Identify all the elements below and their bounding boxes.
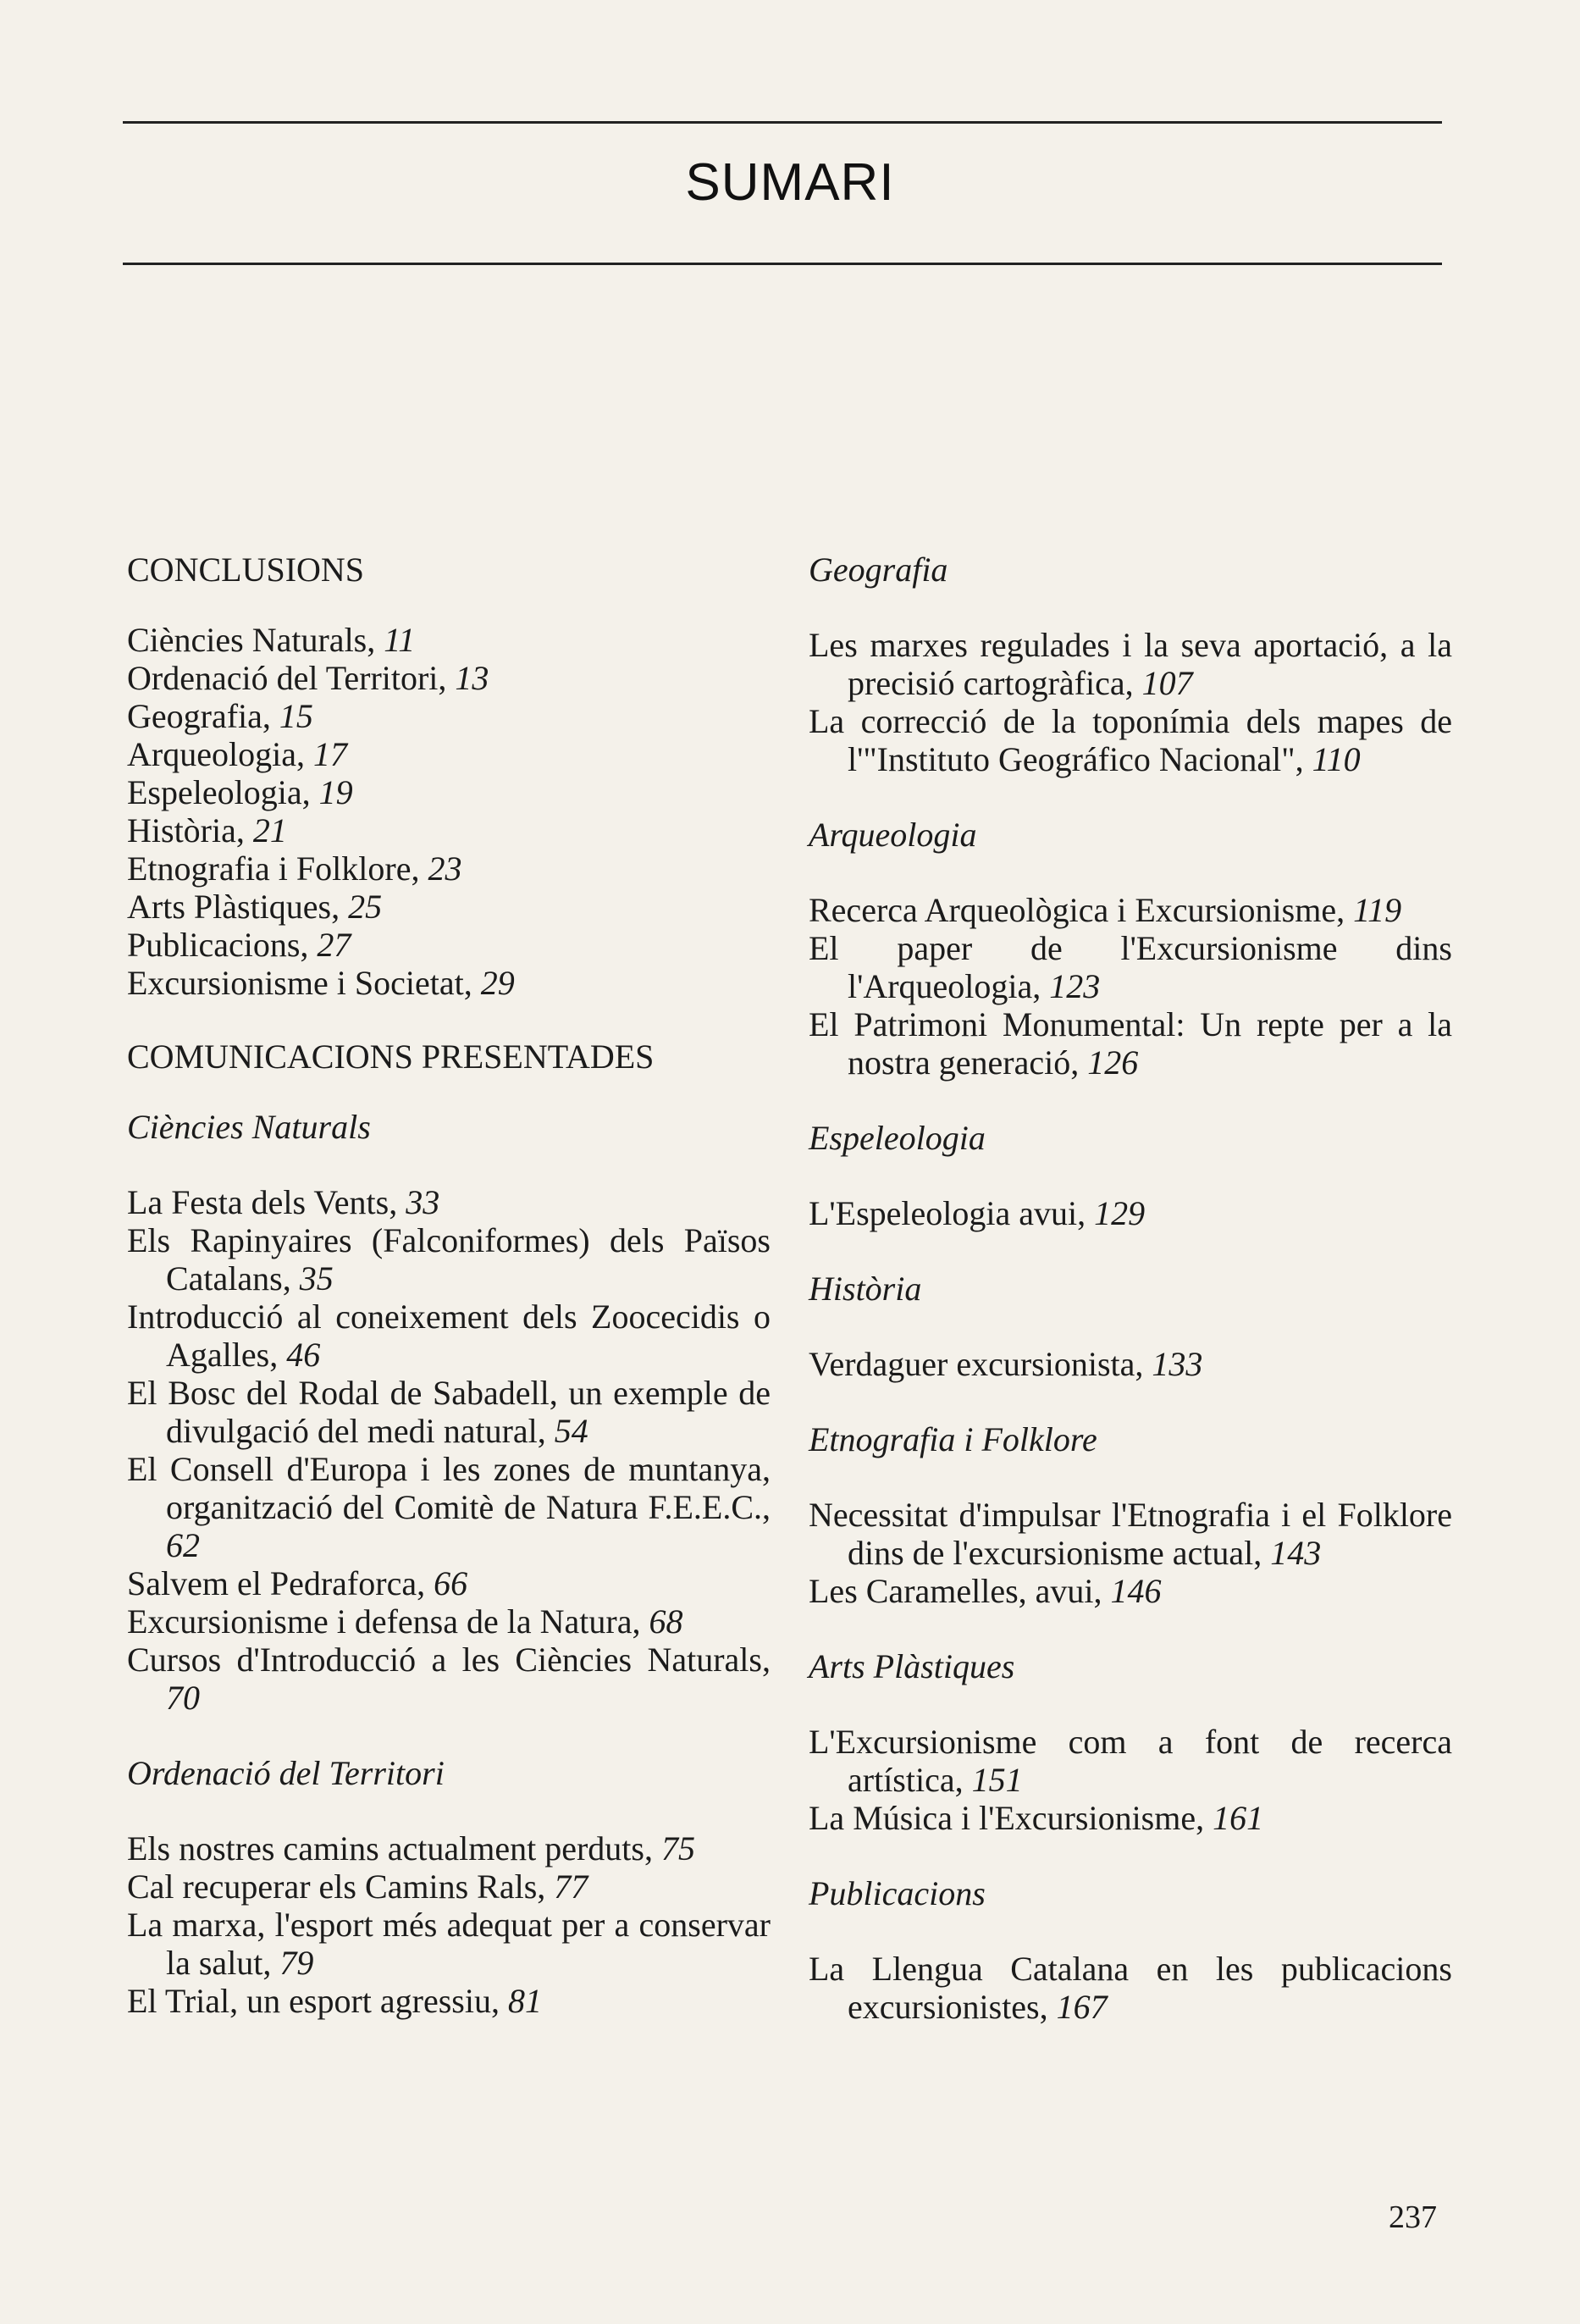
entry-title: Excursionisme i defensa de la Natura, bbox=[127, 1602, 641, 1641]
entry-page-number: 68 bbox=[649, 1602, 683, 1641]
entry-page-number: 13 bbox=[455, 659, 489, 697]
entry-page-number: 23 bbox=[428, 849, 462, 888]
toc-entry bbox=[809, 702, 1452, 778]
entry-title: Els nostres camins actualment perduts, bbox=[127, 1829, 653, 1868]
entry-title: Arqueologia, bbox=[127, 735, 305, 773]
entry-title: La Festa dels Vents, bbox=[127, 1183, 398, 1221]
conclusion-entry bbox=[127, 659, 771, 697]
entry-page-number: 123 bbox=[1049, 967, 1101, 1005]
entry-title: La marxa, l'esport més adequat per a conservar la salut, bbox=[127, 1906, 771, 1982]
toc-entry bbox=[127, 1602, 771, 1641]
section bbox=[809, 816, 1452, 1082]
section bbox=[809, 1270, 1452, 1383]
toc-entry bbox=[127, 1829, 771, 1868]
entry-title: La Música i l'Excursionisme, bbox=[809, 1799, 1205, 1837]
section bbox=[127, 1754, 771, 2020]
entry-title: Geografia, bbox=[127, 697, 271, 735]
entry-page-number: 151 bbox=[971, 1761, 1023, 1799]
toc-entry bbox=[127, 1221, 771, 1298]
toc-entry bbox=[127, 1450, 771, 1564]
conclusion-entry bbox=[127, 621, 771, 659]
bottom-rule bbox=[123, 263, 1442, 265]
section bbox=[127, 1108, 771, 1717]
entry-title: L'Excursionisme com a font de recerca artística, bbox=[809, 1723, 1452, 1799]
right-column bbox=[809, 551, 1452, 2063]
conclusion-entry bbox=[127, 964, 771, 1002]
entry-title: Espeleologia, bbox=[127, 773, 311, 811]
toc-entry bbox=[127, 1298, 771, 1374]
toc-entry bbox=[809, 1005, 1452, 1082]
entry-title: La Llengua Catalana en les publicacions excursionistes, bbox=[809, 1950, 1452, 2026]
section bbox=[809, 551, 1452, 778]
conclusion-entry bbox=[127, 926, 771, 964]
entry-page-number: 46 bbox=[286, 1336, 321, 1374]
conclusions-list bbox=[127, 621, 771, 1002]
entry-page-number: 25 bbox=[348, 888, 383, 926]
entry-page-number: 19 bbox=[318, 773, 353, 811]
entry-page-number: 146 bbox=[1110, 1572, 1162, 1610]
entry-title: L'Espeleologia avui, bbox=[809, 1194, 1086, 1232]
entry-page-number: 79 bbox=[279, 1944, 314, 1982]
entry-page-number: 107 bbox=[1141, 664, 1193, 702]
entry-page-number: 75 bbox=[660, 1829, 695, 1868]
conclusion-entry bbox=[127, 811, 771, 849]
toc-entry bbox=[127, 1982, 771, 2020]
top-rule bbox=[123, 121, 1442, 124]
conclusions-heading: CONCLUSIONS bbox=[127, 551, 365, 589]
entry-title: Necessitat d'impulsar l'Etnografia i el Folklore dins de l'excursionisme actual, bbox=[809, 1496, 1452, 1572]
entry-title: El Bosc del Rodal de Sabadell, un exemple de divulgació del medi natural, bbox=[127, 1374, 771, 1450]
entry-page-number: 21 bbox=[252, 811, 287, 849]
entry-title: Etnografia i Folklore, bbox=[127, 849, 420, 888]
toc-entry bbox=[809, 1572, 1452, 1610]
entry-title: Salvem el Pedraforca, bbox=[127, 1564, 426, 1602]
entry-page-number: 143 bbox=[1270, 1534, 1322, 1572]
section bbox=[809, 1420, 1452, 1610]
conclusion-entry bbox=[127, 888, 771, 926]
entry-title: Cursos d'Introducció a les Ciències Naturals, bbox=[127, 1641, 771, 1679]
toc-entry bbox=[809, 929, 1452, 1005]
section-subheading: Geografia bbox=[809, 551, 948, 589]
entry-page-number: 126 bbox=[1087, 1043, 1139, 1082]
conclusion-entry bbox=[127, 773, 771, 811]
entry-title: Recerca Arqueològica i Excursionisme, bbox=[809, 891, 1345, 929]
entry-page-number: 77 bbox=[554, 1868, 588, 1906]
toc-entry bbox=[127, 1906, 771, 1982]
toc-entry bbox=[809, 1723, 1452, 1799]
toc-entry bbox=[809, 1799, 1452, 1837]
left-column bbox=[127, 551, 771, 2057]
entry-title: Ordenació del Territori, bbox=[127, 659, 447, 697]
section bbox=[809, 1647, 1452, 1837]
entry-page-number: 62 bbox=[166, 1526, 200, 1564]
entry-page-number: 110 bbox=[1312, 740, 1361, 778]
toc-entry bbox=[809, 1496, 1452, 1572]
section-subheading: Arqueologia bbox=[809, 816, 977, 854]
toc-entry bbox=[127, 1374, 771, 1450]
entry-page-number: 35 bbox=[299, 1259, 334, 1298]
entry-title: Els Rapinyaires (Falconiformes) dels Països Catalans, bbox=[127, 1221, 771, 1298]
entry-page-number: 70 bbox=[166, 1679, 200, 1717]
entry-page-number: 133 bbox=[1152, 1345, 1203, 1383]
section-subheading: Ordenació del Territori bbox=[127, 1754, 445, 1792]
entry-page-number: 11 bbox=[384, 621, 416, 659]
entry-page-number: 54 bbox=[554, 1412, 588, 1450]
entry-title: Ciències Naturals, bbox=[127, 621, 376, 659]
entry-title: Arts Plàstiques, bbox=[127, 888, 340, 926]
section-subheading: Arts Plàstiques bbox=[809, 1647, 1015, 1685]
section-subheading: Història bbox=[809, 1270, 922, 1308]
entry-title: La correcció de la toponímia dels mapes de l'"Instituto Geográfico Nacional", bbox=[809, 702, 1452, 778]
entry-page-number: 29 bbox=[480, 964, 515, 1002]
entry-title: El Trial, un esport agressiu, bbox=[127, 1982, 500, 2020]
entry-title: Història, bbox=[127, 811, 245, 849]
entry-page-number: 66 bbox=[434, 1564, 468, 1602]
toc-entry bbox=[809, 1345, 1452, 1383]
page-number: 237 bbox=[1389, 2200, 1437, 2235]
toc-entry bbox=[809, 1950, 1452, 2026]
entry-page-number: 167 bbox=[1056, 1988, 1108, 2026]
toc-entry bbox=[809, 1194, 1452, 1232]
conclusion-entry bbox=[127, 849, 771, 888]
entry-page-number: 17 bbox=[312, 735, 347, 773]
section bbox=[809, 1874, 1452, 2026]
left-sections bbox=[127, 1108, 771, 2020]
entry-title: Cal recuperar els Camins Rals, bbox=[127, 1868, 546, 1906]
entry-title: Excursionisme i Societat, bbox=[127, 964, 472, 1002]
entry-title: Publicacions, bbox=[127, 926, 309, 964]
section bbox=[809, 1119, 1452, 1232]
entry-page-number: 27 bbox=[317, 926, 351, 964]
toc-entry bbox=[809, 891, 1452, 929]
toc-entry bbox=[127, 1183, 771, 1221]
section-subheading: Ciències Naturals bbox=[127, 1108, 371, 1146]
entry-page-number: 161 bbox=[1213, 1799, 1264, 1837]
conclusion-entry bbox=[127, 735, 771, 773]
toc-entry bbox=[809, 626, 1452, 702]
toc-entry bbox=[127, 1564, 771, 1602]
section-subheading: Publicacions bbox=[809, 1874, 986, 1912]
entry-page-number: 119 bbox=[1353, 891, 1402, 929]
section-subheading: Espeleologia bbox=[809, 1119, 986, 1157]
entry-page-number: 33 bbox=[406, 1183, 440, 1221]
entry-title: El paper de l'Excursionisme dins l'Arqueologia, bbox=[809, 929, 1452, 1005]
comunicacions-heading: COMUNICACIONS PRESENTADES bbox=[127, 1038, 655, 1076]
conclusion-entry bbox=[127, 697, 771, 735]
page-title: SUMARI bbox=[685, 153, 895, 212]
section-subheading: Etnografia i Folklore bbox=[809, 1420, 1097, 1458]
entry-title: Les marxes regulades i la seva aportació, a la precisió cartogràfica, bbox=[809, 626, 1452, 702]
entry-title: El Consell d'Europa i les zones de muntanya, organització del Comitè de Natura F.E.E.C., bbox=[127, 1450, 771, 1526]
entry-title: Introducció al coneixement dels Zoocecidis o Agalles, bbox=[127, 1298, 771, 1374]
toc-entry bbox=[127, 1868, 771, 1906]
entry-title: Les Caramelles, avui, bbox=[809, 1572, 1102, 1610]
entry-title: El Patrimoni Monumental: Un repte per a la nostra generació, bbox=[809, 1005, 1452, 1082]
entry-page-number: 15 bbox=[279, 697, 313, 735]
entry-page-number: 81 bbox=[507, 1982, 542, 2020]
entry-page-number: 129 bbox=[1094, 1194, 1146, 1232]
entry-title: Verdaguer excursionista, bbox=[809, 1345, 1144, 1383]
toc-entry bbox=[127, 1641, 771, 1717]
